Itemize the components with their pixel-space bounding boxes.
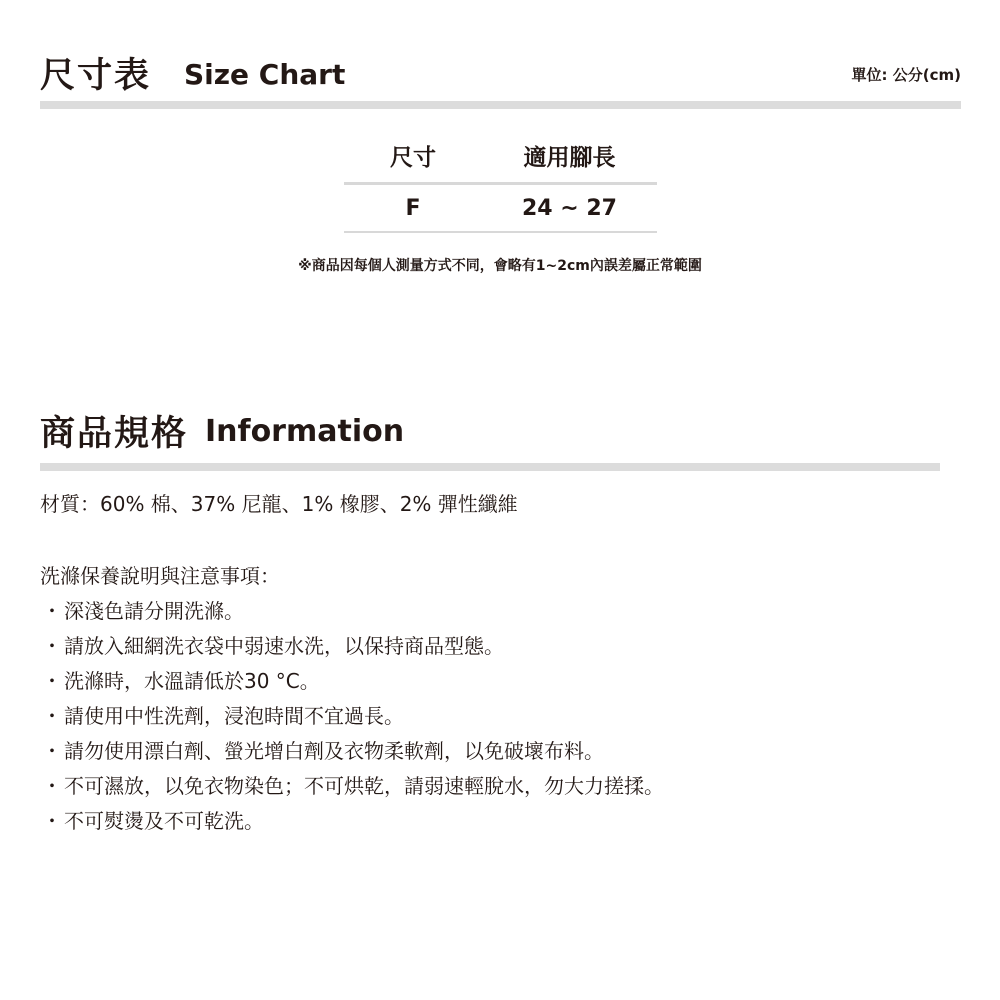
- information-divider: [40, 463, 940, 471]
- bullet: ・: [42, 669, 62, 693]
- care-item-text: 請放入細網洗衣袋中弱速水洗，以保持商品型態。: [64, 634, 504, 658]
- care-item-text: 不可濕放，以免衣物染色；不可烘乾，請弱速輕脫水，勿大力搓揉。: [64, 774, 664, 798]
- information-title: 商品規格: [40, 414, 189, 454]
- care-instructions-list: [40, 596, 664, 841]
- size-chart-header: [40, 44, 961, 94]
- table-header-cell: 尺寸: [390, 145, 436, 171]
- list-item: [40, 736, 664, 771]
- bullet: ・: [42, 634, 62, 658]
- care-item-text: 深淺色請分開洗滌。: [64, 599, 244, 623]
- information-title-en: Information: [205, 414, 405, 449]
- list-item: [40, 666, 664, 701]
- table-cell: 24 ~ 27: [522, 196, 617, 221]
- list-item: [40, 596, 664, 631]
- bullet: ・: [42, 809, 62, 833]
- care-instructions-title: 洗滌保養說明與注意事項：: [40, 564, 280, 588]
- bullet: ・: [42, 599, 62, 623]
- size-table: [344, 138, 657, 233]
- bullet: ・: [42, 704, 62, 728]
- size-chart-title: 尺寸表: [40, 56, 152, 96]
- list-item: [40, 771, 664, 806]
- care-item-text: 請使用中性洗劑，浸泡時間不宜過長。: [64, 704, 404, 728]
- care-item-text: 請勿使用漂白劑、螢光增白劑及衣物柔軟劑，以免破壞布料。: [64, 739, 604, 763]
- table-cell: F: [405, 196, 421, 221]
- information-header: [40, 404, 940, 454]
- bullet: ・: [42, 774, 62, 798]
- list-item: [40, 806, 664, 841]
- care-item-text: 不可熨燙及不可乾洗。: [64, 809, 264, 833]
- bullet: ・: [42, 739, 62, 763]
- material-text: 材質：60% 棉、37% 尼龍、1% 橡膠、2% 彈性纖維: [40, 492, 518, 516]
- size-chart-title-en: Size Chart: [184, 58, 346, 91]
- table-header-row: [344, 138, 657, 185]
- measurement-footnote: ※商品因每個人測量方式不同，會略有1~2cm內誤差屬正常範圍: [298, 258, 702, 274]
- table-row: [344, 185, 657, 233]
- care-item-text: 洗滌時，水溫請低於30 °C。: [64, 669, 320, 693]
- table-header-cell: 適用腳長: [523, 145, 616, 171]
- list-item: [40, 631, 664, 666]
- list-item: [40, 701, 664, 736]
- unit-note: 單位: 公分(cm): [851, 66, 961, 84]
- size-chart-divider: [40, 101, 961, 109]
